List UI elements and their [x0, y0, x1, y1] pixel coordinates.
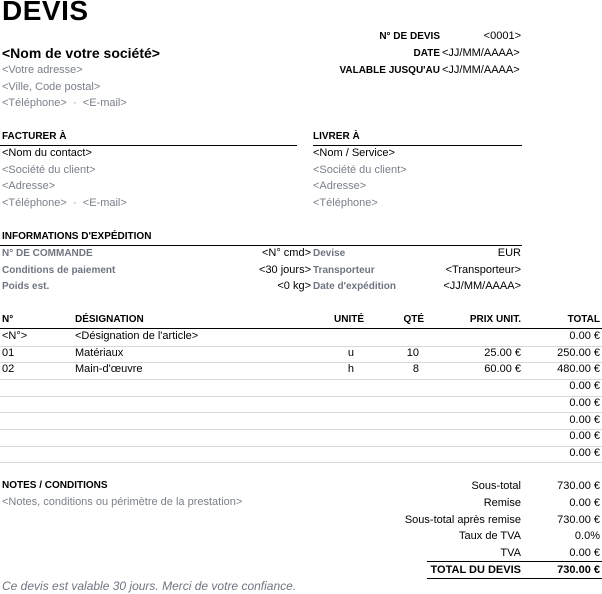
- table-row-divider: [0, 462, 602, 463]
- col-header-designation: DÉSIGNATION: [75, 314, 144, 325]
- company-name: <Nom de votre société>: [2, 45, 160, 61]
- discount-value: 0.00 €: [569, 497, 600, 509]
- item-unit: h: [347, 363, 354, 376]
- subtotal-value: 730.00 €: [557, 480, 600, 492]
- col-header-unit-price: PRIX UNIT.: [469, 314, 521, 325]
- separator-dot: ·: [72, 197, 77, 209]
- quote-valid-label: VALABLE JUSQU'AU: [339, 65, 440, 76]
- ship-to-divider: [313, 145, 522, 146]
- table-row-divider: [0, 396, 602, 397]
- item-total: 0.00 €: [569, 446, 600, 459]
- quote-number-label: N° DE DEVIS: [379, 31, 440, 42]
- subtotal-after-discount-label: Sous-total après remise: [404, 514, 521, 526]
- bill-to-divider: [0, 145, 297, 146]
- shipping-heading: INFORMATIONS D'EXPÉDITION: [2, 231, 152, 242]
- discount-label: Remise: [483, 497, 521, 509]
- payment-terms-label: Conditions de paiement: [2, 265, 116, 276]
- grand-total-label: TOTAL DU DEVIS: [430, 564, 521, 576]
- company-email: <E-mail>: [82, 97, 127, 109]
- ship-to-company: <Société du client>: [313, 164, 407, 176]
- item-number: 01: [2, 346, 15, 359]
- item-unit: u: [347, 346, 354, 359]
- item-total: 250.00 €: [557, 346, 600, 359]
- notes-text: <Notes, conditions ou périmètre de la prestation>: [2, 496, 243, 508]
- bill-to-email: <E-mail>: [82, 197, 127, 209]
- table-row-divider: [0, 446, 602, 447]
- item-qty: 8: [412, 363, 419, 376]
- order-number-value: <N° cmd>: [261, 247, 311, 259]
- ship-date-value: <JJ/MM/AAAA>: [443, 280, 521, 292]
- item-total: 480.00 €: [557, 363, 600, 376]
- bill-to-company: <Société du client>: [2, 164, 96, 176]
- bill-to-phone: <Téléphone>: [2, 197, 67, 209]
- company-contact-line: [2, 97, 127, 109]
- vat-label: TVA: [500, 547, 521, 559]
- col-header-number: N°: [2, 314, 14, 325]
- grand-total-top-rule: [427, 561, 602, 562]
- item-total: 0.00 €: [569, 430, 600, 443]
- item-number: 02: [2, 363, 15, 376]
- item-unit-price: 25.00 €: [484, 346, 521, 359]
- vat-rate-label: Taux de TVA: [459, 530, 521, 542]
- ship-to-heading: LIVRER À: [313, 131, 360, 142]
- document-title: DEVIS: [2, 0, 89, 26]
- currency-value: EUR: [497, 247, 521, 259]
- company-city: <Ville, Code postal>: [2, 81, 101, 93]
- vat-value: 0.00 €: [569, 547, 600, 559]
- company-phone: <Téléphone>: [2, 97, 67, 109]
- bill-to-contact-line: [2, 197, 127, 209]
- table-row-divider: [0, 412, 602, 413]
- separator-dot: ·: [72, 97, 77, 109]
- payment-terms-value: <30 jours>: [259, 264, 311, 276]
- item-total: 0.00 €: [569, 330, 600, 342]
- item-number: <N°>: [2, 330, 28, 342]
- items-header-divider: [0, 328, 602, 329]
- item-unit-price: 60.00 €: [484, 363, 521, 376]
- bill-to-contact: <Nom du contact>: [2, 147, 92, 159]
- quote-number-value: <0001>: [483, 30, 521, 42]
- vat-rate-value: 0.0%: [574, 530, 600, 542]
- item-designation: Matériaux: [75, 346, 124, 359]
- table-row-divider: [0, 379, 602, 380]
- quote-date-value: <JJ/MM/AAAA>: [442, 47, 520, 59]
- weight-label: Poids est.: [2, 281, 50, 292]
- weight-value: <0 kg>: [277, 280, 311, 292]
- item-qty: 10: [406, 346, 419, 359]
- carrier-value: <Transporteur>: [445, 264, 521, 276]
- subtotal-label: Sous-total: [471, 480, 521, 492]
- item-designation: Main-d'œuvre: [75, 363, 143, 376]
- quote-valid-value: <JJ/MM/AAAA>: [442, 64, 520, 76]
- carrier-label: Transporteur: [313, 265, 375, 276]
- table-row-divider: [0, 429, 602, 430]
- grand-total-bottom-rule: [427, 578, 602, 579]
- quote-date-label: DATE: [413, 48, 440, 59]
- ship-to-phone: <Téléphone>: [313, 197, 378, 209]
- currency-label: Devise: [313, 248, 346, 259]
- footer-note: Ce devis est valable 30 jours. Merci de votre confiance.: [2, 579, 297, 593]
- col-header-unit: UNITÉ: [334, 314, 364, 325]
- company-address: <Votre adresse>: [2, 64, 83, 76]
- order-number-label: N° DE COMMANDE: [2, 248, 93, 259]
- ship-date-label: Date d'expédition: [313, 281, 396, 292]
- col-header-qty: QTÉ: [403, 314, 424, 325]
- item-total: 0.00 €: [569, 413, 600, 426]
- grand-total-value: 730.00 €: [557, 564, 600, 576]
- ship-to-name: <Nom / Service>: [313, 147, 395, 159]
- col-header-total: TOTAL: [567, 314, 600, 325]
- ship-to-address: <Adresse>: [313, 180, 367, 192]
- bill-to-address: <Adresse>: [2, 180, 56, 192]
- item-total: 0.00 €: [569, 396, 600, 409]
- subtotal-after-discount-value: 730.00 €: [557, 514, 600, 526]
- bill-to-heading: FACTURER À: [2, 131, 67, 142]
- notes-heading: NOTES / CONDITIONS: [2, 480, 108, 491]
- item-total: 0.00 €: [569, 380, 600, 393]
- item-designation: <Désignation de l'article>: [75, 330, 199, 342]
- shipping-divider: [0, 245, 522, 246]
